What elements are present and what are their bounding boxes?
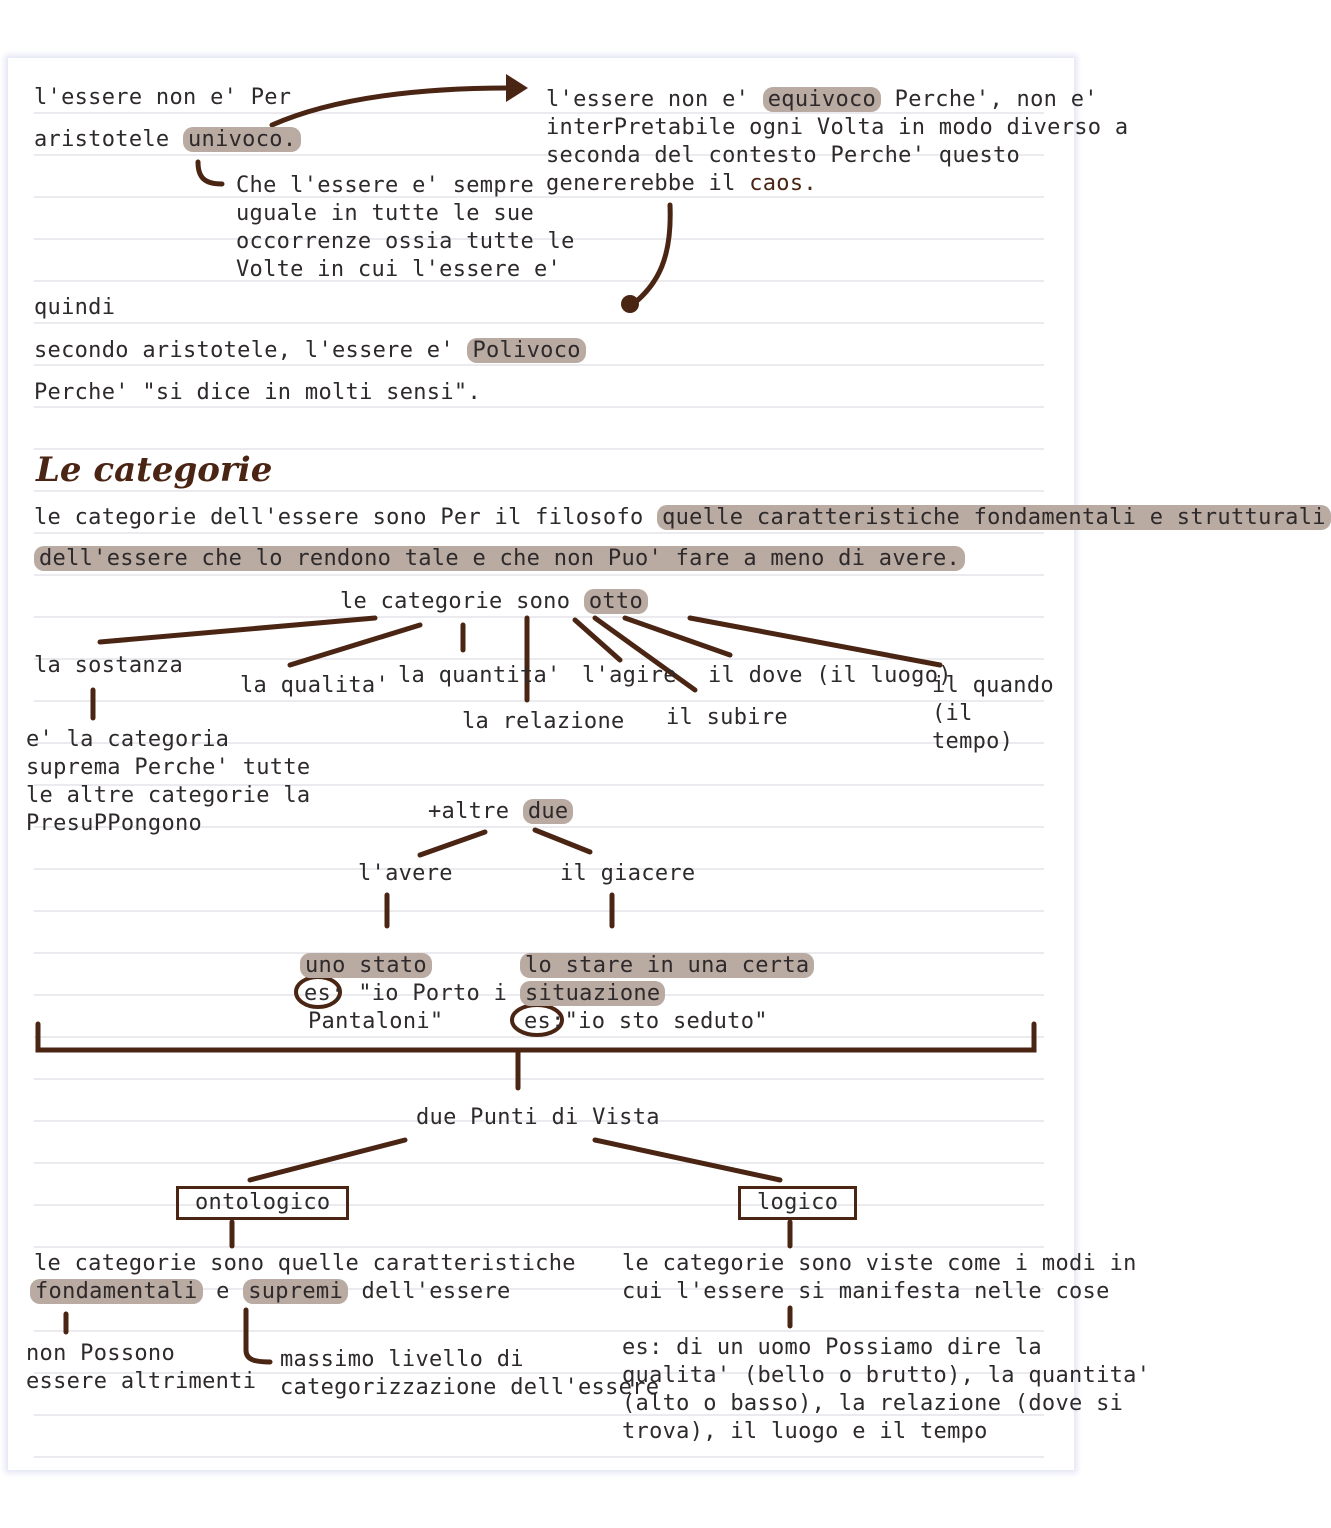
ont-note1-1: non Possono bbox=[26, 1341, 175, 1366]
dell-essere: dell'essere bbox=[348, 1279, 511, 1304]
equivoco-text-4a: genererebbe il bbox=[546, 171, 750, 196]
univoco-note-2: uguale in tutte le sue bbox=[236, 201, 534, 226]
equivoco-line-1 bbox=[546, 86, 1098, 114]
definition-text: le categorie dell'essere sono Per il filosofo bbox=[34, 505, 658, 530]
polivoco-text: secondo aristotele, l'essere e' bbox=[34, 338, 468, 363]
caos-word: caos. bbox=[749, 171, 817, 196]
punti-di-vista: due Punti di Vista bbox=[416, 1105, 660, 1130]
logico-line-2: cui l'essere si manifesta nelle cose bbox=[622, 1279, 1110, 1304]
logico-box: logico bbox=[738, 1186, 857, 1220]
logico-line-1: le categorie sono viste come i modi in bbox=[622, 1251, 1137, 1276]
fondamentali-highlight: fondamentali bbox=[30, 1279, 203, 1304]
supremi-highlight: supremi bbox=[243, 1279, 348, 1304]
avere-es: es: bbox=[304, 981, 345, 1006]
logico-es-4: trova), il luogo e il tempo bbox=[622, 1419, 988, 1444]
altre-due bbox=[428, 798, 573, 826]
molti-sensi: Perche' "si dice in molti sensi". bbox=[34, 380, 481, 405]
ontologico-box: ontologico bbox=[176, 1186, 349, 1220]
avere-desc bbox=[300, 952, 432, 980]
avere-example bbox=[304, 980, 507, 1008]
otto-highlight: otto bbox=[584, 589, 648, 614]
equivoco-line-4 bbox=[546, 170, 817, 198]
avere-example-2: Pantaloni" bbox=[308, 1009, 444, 1034]
cat-qualita: la qualita' bbox=[240, 673, 389, 698]
giacere-desc-1 bbox=[520, 952, 814, 980]
ont-note1-2: essere altrimenti bbox=[26, 1369, 257, 1394]
sostanza-note-2: suprema Perche' tutte bbox=[26, 755, 311, 780]
giacere-highlight-2: situazione bbox=[520, 981, 665, 1006]
equivoco-text-a: l'essere non e' bbox=[546, 87, 763, 112]
univoco-note-1: Che l'essere e' sempre bbox=[236, 173, 534, 198]
altre-text: +altre bbox=[428, 799, 523, 824]
definition-line-2 bbox=[34, 545, 965, 573]
equivoco-highlight: equivoco bbox=[763, 87, 881, 112]
cat-relazione: la relazione bbox=[462, 709, 625, 734]
giacere-es: es: bbox=[524, 1009, 565, 1034]
intro-line-2-text: aristotele bbox=[34, 127, 183, 152]
e-word: e bbox=[202, 1279, 244, 1304]
giacere-ex-text: "io sto seduto" bbox=[564, 1009, 768, 1034]
cat-subire: il subire bbox=[666, 705, 788, 730]
equivoco-text-c: Perche', non e' bbox=[881, 87, 1098, 112]
polivoco-highlight: Polivoco bbox=[467, 338, 585, 363]
categorie-otto-text: le categorie sono bbox=[340, 589, 584, 614]
logico-es-3: (alto o basso), la relazione (dove si bbox=[622, 1391, 1124, 1416]
logico-es-1: es: di un uomo Possiamo dire la bbox=[622, 1335, 1042, 1360]
cat-quantita: la quantita' bbox=[398, 663, 561, 688]
quindi: quindi bbox=[34, 295, 116, 320]
ontologico-line-2 bbox=[30, 1278, 511, 1306]
univoco-highlight: univoco. bbox=[183, 127, 301, 152]
avere: l'avere bbox=[358, 861, 453, 886]
logico-es-2: qualita' (bello o brutto), la quantita' bbox=[622, 1363, 1151, 1388]
sostanza-note-3: le altre categorie la bbox=[26, 783, 311, 808]
sostanza-note-1: e' la categoria bbox=[26, 727, 230, 752]
definition-highlight-1: quelle caratteristiche fondamentali e strutturali bbox=[657, 505, 1331, 530]
intro-line-1: l'essere non e' Per bbox=[34, 85, 292, 110]
due-highlight: due bbox=[523, 799, 574, 824]
cat-quando-3: tempo) bbox=[932, 729, 1014, 754]
definition-line-1 bbox=[34, 504, 1331, 532]
sostanza-note-4: PresuPPongono bbox=[26, 811, 203, 836]
univoco-note-3: occorrenze ossia tutte le bbox=[236, 229, 575, 254]
polivoco-line bbox=[34, 337, 586, 365]
cat-sostanza: la sostanza bbox=[34, 653, 183, 678]
giacere-desc-2 bbox=[520, 980, 665, 1008]
uno-stato-highlight: uno stato bbox=[300, 953, 432, 978]
categorie-otto bbox=[340, 588, 648, 616]
intro-line-2 bbox=[34, 126, 301, 154]
equivoco-line-3: seconda del contesto Perche' questo bbox=[546, 143, 1021, 168]
cat-quando-2: (il bbox=[932, 701, 973, 726]
giacere: il giacere bbox=[560, 861, 696, 886]
giacere-highlight-1: lo stare in una certa bbox=[520, 953, 814, 978]
ont-note2-2: categorizzazione dell'essere bbox=[280, 1375, 660, 1400]
section-title: Le categorie bbox=[36, 450, 273, 490]
ont-note2-1: massimo livello di bbox=[280, 1347, 524, 1372]
cat-agire: l'agire bbox=[582, 663, 677, 688]
avere-ex-text: "io Porto i bbox=[358, 981, 508, 1006]
equivoco-line-2: interPretabile ogni Volta in modo diverso a bbox=[546, 115, 1129, 140]
ontologico-line-1: le categorie sono quelle caratteristiche bbox=[34, 1251, 576, 1276]
cat-quando-1: il quando bbox=[932, 673, 1054, 698]
univoco-note-4: Volte in cui l'essere e' bbox=[236, 257, 562, 282]
definition-highlight-2: dell'essere che lo rendono tale e che non Puo' fare a meno di avere. bbox=[34, 546, 965, 571]
giacere-example bbox=[524, 1008, 768, 1036]
cat-dove: il dove (il luogo) bbox=[708, 663, 952, 688]
